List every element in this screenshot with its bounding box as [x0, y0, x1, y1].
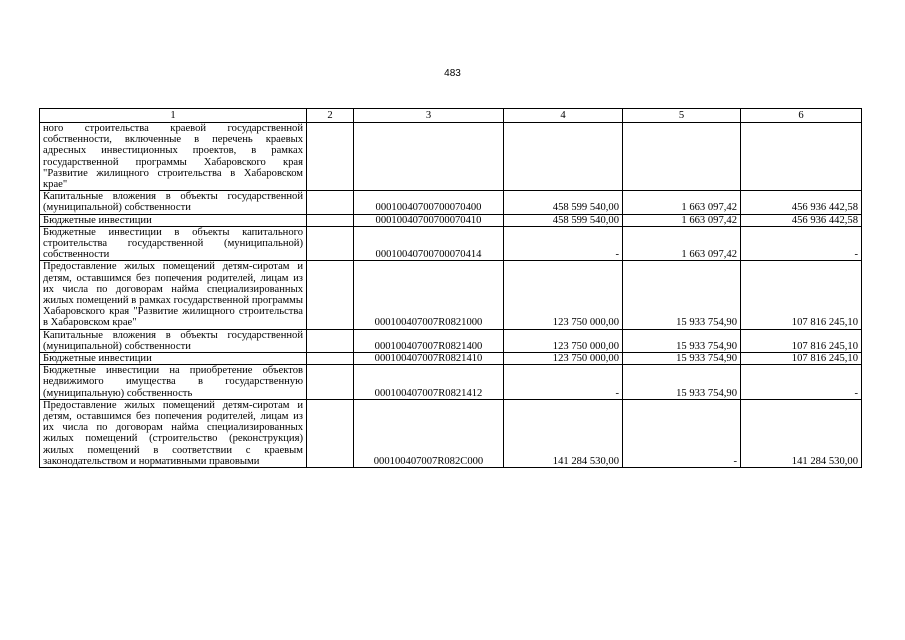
amount-approved-cell: 123 750 000,00 [504, 353, 623, 365]
amount-executed-cell: 15 933 754,90 [623, 353, 741, 365]
item-name-cell: Предоставление жилых помещений детям-сиротам и детям, оставшимся без попечения родителей, лицам из их числа по договорам найма специализированных жилых помещений (строительство (реконструкция) жилых помещений в соответствии с краевым законодательством и нормативными правовыми [40, 399, 307, 467]
item-name-cell: Бюджетные инвестиции [40, 214, 307, 226]
table-row [40, 191, 862, 214]
amount-approved-cell: 123 750 000,00 [504, 261, 623, 329]
table-row [40, 365, 862, 400]
column-header: 2 [307, 109, 354, 123]
item-name-cell: Бюджетные инвестиции [40, 353, 307, 365]
table-row [40, 214, 862, 226]
amount-approved-cell: 458 599 540,00 [504, 191, 623, 214]
table-row [40, 353, 862, 365]
table-row [40, 329, 862, 352]
amount-executed-cell: - [623, 399, 741, 467]
column-2-cell [307, 261, 354, 329]
table-row [40, 123, 862, 191]
budget-code-cell: 000100407007R082C000 [354, 399, 504, 467]
column-2-cell [307, 191, 354, 214]
column-2-cell [307, 329, 354, 352]
column-header: 3 [354, 109, 504, 123]
column-2-cell [307, 123, 354, 191]
budget-code-cell: 00010040700700070400 [354, 191, 504, 214]
amount-executed-cell: 1 663 097,42 [623, 214, 741, 226]
column-2-cell [307, 365, 354, 400]
amount-approved-cell: 123 750 000,00 [504, 329, 623, 352]
amount-executed-cell: 1 663 097,42 [623, 191, 741, 214]
column-header: 5 [623, 109, 741, 123]
amount-approved-cell: 141 284 530,00 [504, 399, 623, 467]
table-row [40, 226, 862, 261]
item-name-cell: Капитальные вложения в объекты государственной (муниципальной) собственности [40, 191, 307, 214]
amount-approved-cell [504, 123, 623, 191]
table-row [40, 261, 862, 329]
column-header: 6 [741, 109, 862, 123]
amount-executed-cell: 1 663 097,42 [623, 226, 741, 261]
budget-code-cell [354, 123, 504, 191]
amount-approved-cell: 458 599 540,00 [504, 214, 623, 226]
amount-remaining-cell: 107 816 245,10 [741, 329, 862, 352]
column-2-cell [307, 226, 354, 261]
amount-remaining-cell: 456 936 442,58 [741, 214, 862, 226]
budget-code-cell: 00010040700700070410 [354, 214, 504, 226]
item-name-cell: Бюджетные инвестиции на приобретение объектов недвижимого имущества в государственную (муниципальную) собственность [40, 365, 307, 400]
column-header: 4 [504, 109, 623, 123]
budget-code-cell: 000100407007R0821400 [354, 329, 504, 352]
page-number: 483 [444, 68, 461, 79]
budget-code-cell: 000100407007R0821000 [354, 261, 504, 329]
item-name-cell: Бюджетные инвестиции в объекты капитального строительства государственной (муниципальной) собственности [40, 226, 307, 261]
budget-code-cell: 000100407007R0821410 [354, 353, 504, 365]
column-2-cell [307, 399, 354, 467]
amount-approved-cell: - [504, 226, 623, 261]
amount-executed-cell: 15 933 754,90 [623, 365, 741, 400]
amount-remaining-cell: 107 816 245,10 [741, 261, 862, 329]
item-name-cell: ного строительства краевой государственной собственности, включенные в перечень краевых адресных инвестиционных проектов, в рамках государственной программы Хабаровского края "Развитие жилищного строительства в Хабаровском крае" [40, 123, 307, 191]
amount-remaining-cell: 456 936 442,58 [741, 191, 862, 214]
item-name-cell: Капитальные вложения в объекты государственной (муниципальной) собственности [40, 329, 307, 352]
budget-table [39, 108, 862, 468]
amount-remaining-cell: 107 816 245,10 [741, 353, 862, 365]
amount-executed-cell: 15 933 754,90 [623, 329, 741, 352]
amount-remaining-cell: 141 284 530,00 [741, 399, 862, 467]
item-name-cell: Предоставление жилых помещений детям-сиротам и детям, оставшимся без попечения родителей, лицам из их числа по договорам найма специализированных жилых помещений в рамках государственной программы Хабаровского края "Развитие жилищного строительства в Хабаровском крае" [40, 261, 307, 329]
budget-code-cell: 00010040700700070414 [354, 226, 504, 261]
amount-approved-cell: - [504, 365, 623, 400]
amount-remaining-cell: - [741, 365, 862, 400]
column-2-cell [307, 353, 354, 365]
table-row [40, 399, 862, 467]
amount-remaining-cell: - [741, 226, 862, 261]
amount-executed-cell [623, 123, 741, 191]
amount-executed-cell: 15 933 754,90 [623, 261, 741, 329]
column-2-cell [307, 214, 354, 226]
budget-code-cell: 000100407007R0821412 [354, 365, 504, 400]
column-header: 1 [40, 109, 307, 123]
amount-remaining-cell [741, 123, 862, 191]
header-row [40, 109, 862, 123]
